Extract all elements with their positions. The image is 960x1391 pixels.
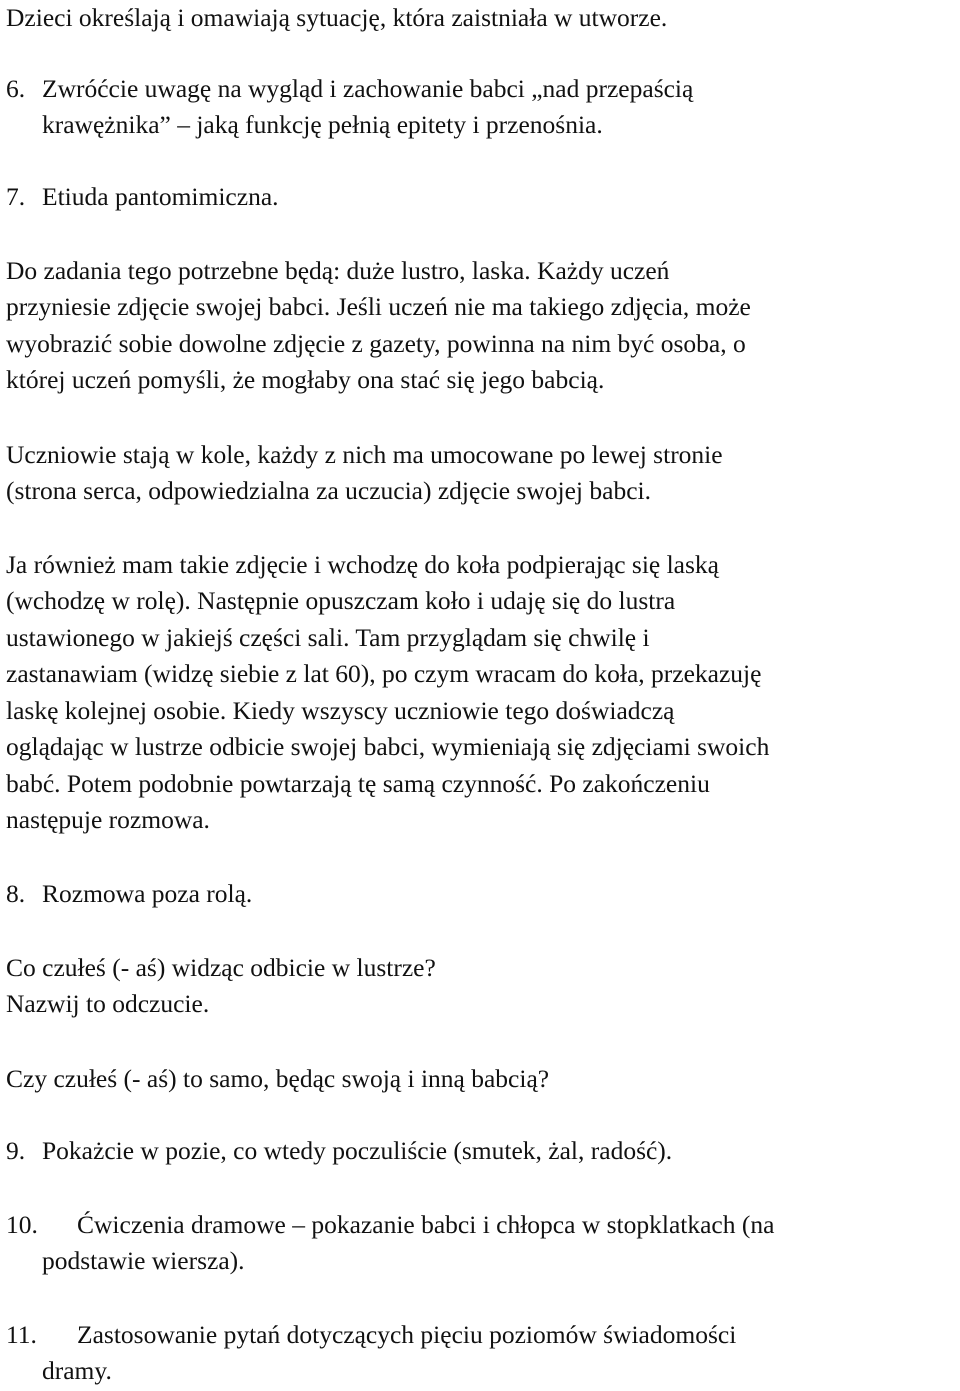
teacher-line-7: babć. Potem podobnie powtarzają tę samą czynność. Po zakończeniu [6, 769, 710, 798]
list-text-8: Rozmowa poza rolą. [42, 879, 253, 908]
preparation-line-1: Do zadania tego potrzebne będą: duże lustro, laska. Każdy uczeń [6, 256, 670, 285]
teacher-line-6: oglądając w lustrze odbicie swojej babci, wymieniają się zdjęciami swoich [6, 732, 770, 761]
list-item-6 [6, 71, 956, 145]
teacher-line-1: Ja również mam takie zdjęcie i wchodzę do koła podpierając się laską [6, 550, 719, 579]
list-text-6-line1: Zwróćcie uwagę na wygląd i zachowanie babci „nad przepaścią [42, 74, 694, 103]
list-item-11 [6, 1317, 956, 1391]
list-text-11-line1: Zastosowanie pytań dotyczących pięciu poziomów świadomości [77, 1320, 737, 1349]
teacher-line-5: laskę kolejnej osobie. Kiedy wszyscy uczniowie tego doświadczą [6, 696, 675, 725]
list-number-11: 11. [6, 1320, 37, 1349]
circle-line-2: (strona serca, odpowiedzialna za uczucia) zdjęcie swojej babci. [6, 476, 651, 505]
preparation-line-4: której uczeń pomyśli, że mogłaby ona stać się jego babcią. [6, 365, 605, 394]
list-item-8 [6, 876, 956, 913]
list-number-6: 6. [6, 74, 26, 103]
list-number-8: 8. [6, 879, 26, 908]
question-2: Czy czułeś (- aś) to samo, będąc swoją i inną babcią? [6, 1064, 550, 1093]
list-text-10-line2: podstawie wiersza). [42, 1246, 245, 1275]
question-1-line-2: Nazwij to odczucie. [6, 989, 210, 1018]
question-1-line-1: Co czułeś (- aś) widząc odbicie w lustrze? [6, 953, 436, 982]
teacher-line-8: następuje rozmowa. [6, 805, 210, 834]
list-text-6-line2: krawężnika” – jaką funkcję pełnią epitety i przenośnia. [42, 110, 603, 139]
preparation-line-3: wyobrazić sobie dowolne zdjęcie z gazety, powinna na nim być osoba, o [6, 329, 746, 358]
teacher-line-2: (wchodzę w rolę). Następnie opuszczam koło i udaję się do lustra [6, 586, 676, 615]
list-item-7 [6, 179, 956, 216]
list-item-9 [6, 1133, 956, 1170]
list-text-10-line1: Ćwiczenia dramowe – pokazanie babci i chłopca w stopklatkach (na [77, 1210, 775, 1239]
list-number-7: 7. [6, 182, 26, 211]
list-number-9: 9. [6, 1136, 26, 1165]
list-text-11-line2: dramy. [42, 1356, 112, 1385]
list-text-9: Pokażcie w pozie, co wtedy poczuliście (smutek, żal, radość). [42, 1136, 673, 1165]
list-text-7: Etiuda pantomimiczna. [42, 182, 279, 211]
list-item-10 [6, 1207, 956, 1281]
teacher-line-3: ustawionego w jakiejś części sali. Tam przyglądam się chwilę i [6, 623, 650, 652]
intro-paragraph: Dzieci określają i omawiają sytuację, która zaistniała w utworze. [6, 3, 668, 32]
list-number-10: 10. [6, 1210, 38, 1239]
preparation-line-2: przyniesie zdjęcie swojej babci. Jeśli uczeń nie ma takiego zdjęcia, może [6, 292, 751, 321]
circle-line-1: Uczniowie stają w kole, każdy z nich ma umocowane po lewej stronie [6, 440, 723, 469]
teacher-line-4: zastanawiam (widzę siebie z lat 60), po czym wracam do koła, przekazuję [6, 659, 762, 688]
